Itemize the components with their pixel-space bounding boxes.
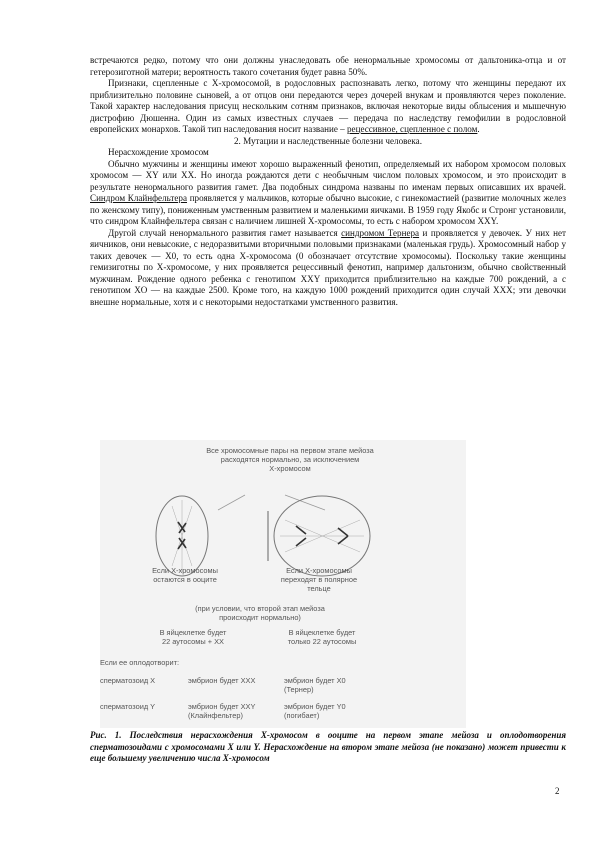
condition-note (170, 604, 350, 622)
page-number: 2 (555, 786, 560, 796)
right-scenario-line-3: тельце (307, 584, 331, 593)
egg-right-label (272, 628, 372, 646)
sperm-y-label: сперматозоид Y (100, 702, 156, 711)
left-scenario-line-1: Если Х-хромосомы (152, 566, 218, 575)
embryo-y0-line-2: (погибает) (284, 711, 320, 720)
paragraph-3-text-b: проявляется у мальчиков, которые обычно высокие, с гинекомастией (развитие молочных желез по женскому типу), пониженным умственным развитием и маленькими яичками. В 1959 году Якобс и Стронг установили, что синдром Клайнфельтера связан с наличием лишней Х-хромосомы, то есть с набором хромосом XXY. (90, 193, 566, 226)
embryo-x0-line-1: эмбрион будет X0 (284, 676, 346, 685)
egg-left-line-1: В яйцеклетке будет (159, 628, 227, 637)
fertilization-label: Если ее оплодотворит: (100, 658, 180, 667)
paragraph-1-text: встречаются редко, потому что они должны унаследовать обе ненормальные хромосомы от дальтоника-отца и от гетерозиготной матери; вероятность такого сочетания будет равна 50%. (90, 55, 566, 77)
right-scenario-line-2: переходят в полярное (280, 575, 358, 584)
embryo-xxy-line-2: (Клайнфельтер) (188, 711, 243, 720)
connector-right (285, 495, 325, 510)
paragraph-3-text-a: Обычно мужчины и женщины имеют хорошо выраженный фенотип, определяемый их набором хромосом половых хромосом — XY или XX. Но иногда рождаются дети с необычным числом половых хромосом, и это происходит в результате ненормального развития гамет. Два подобных синдрома названы по именам первых описавших их врачей. (90, 158, 566, 192)
subsection-heading: Нерасхождение хромосом (108, 147, 209, 157)
embryo-xxy-label (188, 702, 255, 720)
condition-line-2: происходит нормально) (219, 613, 301, 622)
left-scenario-label (140, 566, 230, 584)
paragraph-2-end: . (477, 124, 480, 134)
sperm-x-label: сперматозоид X (100, 676, 156, 685)
paragraph-2 (90, 78, 566, 136)
paragraph-2-text: Признаки, сцепленные с Х-хромосомой, в родословных распознавать легко, потому что женщины передают их приблизительно половине сыновей, а от отцов они передаются через дочерей внукам и проявляются через поколение. Такой характер наследования присущ нескольким сотням признаков, включая некоторые виды облысения и мышечную дистрофию Дюшенна. Один из самых известных случаев — передача по наследству гемофилии в родословной европейских монархов. Такой тип наследования носит название – (90, 78, 566, 134)
embryo-x0-label (284, 676, 346, 694)
left-scenario-line-2: остаются в ооците (153, 575, 217, 584)
inheritance-type-link[interactable]: рецессивное, сцепленное с полом (347, 124, 478, 134)
figure-caption: Рис. 1. Последствия нерасхождения Х-хромосом в ооците на первом этапе мейоза и оплодотворения сперматозоидами с хромосомами X или Y. Нерасхождение на втором этапе мейоза (не показано) может привести к еще большему увеличению числа Х-хромосом (90, 730, 566, 763)
figure-top-label-line-3: Х-хромосом (269, 464, 311, 473)
right-scenario-label (264, 566, 374, 593)
section-heading: 2. Мутации и наследственные болезни человека. (234, 135, 422, 146)
egg-left-label (148, 628, 238, 646)
turner-link[interactable]: синдромом Тернера (341, 227, 420, 238)
connector-left (218, 495, 245, 510)
body-text (90, 55, 566, 308)
condition-line-1: (при условии, что второй этап мейоза (195, 604, 325, 613)
right-scenario-line-1: Если Х-хромосомы (286, 566, 352, 575)
paragraph-4-text-a: Другой случай ненормального развития гамет называется (108, 227, 338, 238)
left-cell (156, 496, 208, 576)
egg-right-line-2: только 22 аутосомы (287, 637, 357, 646)
embryo-xxy-line-1: эмбрион будет XXY (188, 702, 256, 711)
paragraph-3 (90, 159, 566, 228)
klinefelter-link[interactable]: Синдром Клайнфельтера (90, 193, 188, 203)
egg-left-line-2: 22 аутосомы + XX (162, 637, 224, 646)
meiosis-figure (100, 440, 466, 728)
paragraph-4-text-b: и проявляется у девочек. У них нет яичников, они невысокие, с недоразвитыми вторичными половыми признаками (маленькая грудь). Хромосомный набор у таких девочек — Х0, то есть одна Х-хромосома (0 обозначает отсутствие хромосомы). Поскольку такие женщины гемизиготны по Х-хромосоме, у них проявляется рецессивный фенотип, например дальтонизм, обычно свойственный мужчинам. Рождение одного ребенка с генотипом XXY приходится приблизительно на каждые 700 рождений, а с генотипом XO — на каждые 2500. Кроме того, на каждую 1000 рождений приходится один случай XXX; эти девочки внешне нормальные, хотя и с некоторыми недостатками умственного развития. (90, 227, 566, 307)
egg-right-line-1: В яйцеклетке будет (288, 628, 356, 637)
embryo-y0-line-1: эмбрион будет Y0 (284, 702, 346, 711)
embryo-x0-line-2: (Тернер) (284, 685, 314, 694)
paragraph-4 (90, 228, 566, 309)
figure-top-label-line-2: расходятся нормально, за исключением (220, 455, 360, 464)
embryo-y0-label (284, 702, 346, 720)
paragraph-1 (90, 55, 566, 78)
figure-top-label-line-1: Все хромосомные пары на первом этапе мейоза (206, 446, 374, 455)
embryo-xxx-label: эмбрион будет XXX (188, 676, 256, 685)
